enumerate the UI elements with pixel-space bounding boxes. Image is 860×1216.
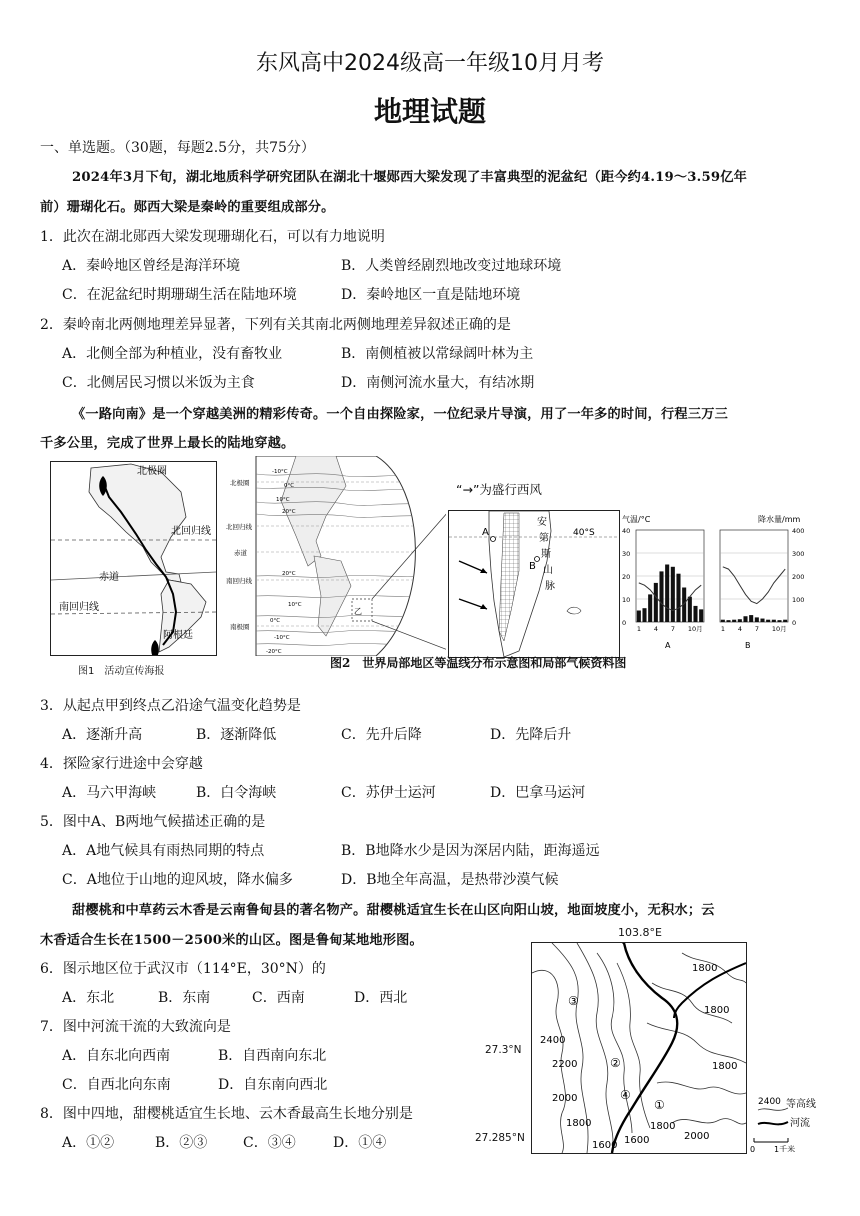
precip-bar-a <box>654 583 658 622</box>
q8-option-b[interactable]: B．②③ <box>155 1135 208 1151</box>
figure2-caption: 图2 世界局部地区等温线分布示意图和局部气候资料图 <box>330 656 627 670</box>
figure1-poster-map <box>50 461 217 656</box>
point-1-label: ① <box>654 1098 665 1112</box>
legend-river-label: 河流 <box>790 1118 810 1129</box>
q5-stem: 5．图中A、B两地气候描述正确的是 <box>40 814 266 830</box>
q6-option-d[interactable]: D．西北 <box>354 990 408 1006</box>
contour-label: 2200 <box>552 1059 578 1070</box>
month-tick-b: 4 <box>737 625 742 633</box>
q3-option-d[interactable]: D．先降后升 <box>490 727 572 743</box>
q1-option-a[interactable]: A．秦岭地区曾经是海洋环境 <box>62 258 241 274</box>
figure2-isotherm-map <box>226 456 446 656</box>
figure1-caption: 图1 活动宣传海报 <box>78 666 165 677</box>
fig1-label-equator: 赤道 <box>99 572 119 583</box>
inset-label-mountain: 安 <box>537 517 547 528</box>
precip-bar-a <box>665 565 669 623</box>
precip-bar-a <box>648 594 652 622</box>
precip-bar-b <box>749 615 753 622</box>
month-tick-b: 7 <box>754 625 759 633</box>
fig2-iso-label: 0°C <box>270 618 281 624</box>
point-2-label: ② <box>610 1056 621 1070</box>
q8-stem: 8．图中四地，甜樱桃适宜生长地、云木香最高生长地分别是 <box>40 1106 413 1122</box>
fig2-iso-label: 20°C <box>282 571 296 577</box>
precip-tick: 0 <box>792 619 797 627</box>
fig2-iso-label: -20°C <box>266 649 282 655</box>
climate-chart-b <box>720 530 788 633</box>
inset-label-mountain: 第 <box>539 533 549 544</box>
q2-option-b[interactable]: B．南侧植被以常绿阔叶林为主 <box>341 346 534 362</box>
precip-bar-b <box>766 620 770 622</box>
fig1-label-arctic: 北极圈 <box>137 466 167 477</box>
end-marker-icon <box>151 640 159 655</box>
precip-bar-a <box>688 597 692 622</box>
q1-option-c[interactable]: C．在泥盆纪时期珊瑚生活在陆地环境 <box>62 287 297 303</box>
temp-axis-label: 气温/°C <box>622 515 651 524</box>
inset-label-mountain: 脉 <box>545 581 555 592</box>
passage2-line1: 《一路向南》是一个穿越美洲的精彩传奇。一个自由探险家，一位纪录片导演，用了一年多的时间，行程三万三 <box>72 407 728 422</box>
fig1-label-tropic-cancer: 北回归线 <box>171 526 211 537</box>
fig2-lat-tropic-s: 南回归线 <box>226 577 252 585</box>
q3-stem: 3．从起点甲到终点乙沿途气温变化趋势是 <box>40 698 301 714</box>
precip-bar-a <box>671 567 675 622</box>
q3-option-b[interactable]: B．逐渐降低 <box>196 727 277 743</box>
precip-bar-b <box>738 619 742 622</box>
fig2-iso-label: -10°C <box>272 469 288 475</box>
fig1-label-argentina: 阿根廷 <box>163 630 193 641</box>
contour-label: 1800 <box>692 963 718 974</box>
fig2-lat-arctic: 北极圈 <box>230 479 250 487</box>
precip-tick: 300 <box>792 550 805 558</box>
contour-label: 1600 <box>592 1140 618 1151</box>
precip-bar-a <box>693 606 697 622</box>
contour-label: 2400 <box>540 1035 566 1046</box>
q2-stem: 2．秦岭南北两侧地理差异显著，下列有关其南北两侧地理差异叙述正确的是 <box>40 317 511 333</box>
temp-tick: 20 <box>622 573 631 581</box>
q6-option-b[interactable]: B．东南 <box>158 990 211 1006</box>
passage3-line2: 木香适合生长在1500－2500米的山区。图是鲁甸某地地形图。 <box>40 933 423 948</box>
fig2-label-yi: 乙 <box>354 607 362 616</box>
topo-lat-top: 27.3°N <box>485 1044 522 1056</box>
precip-bar-b <box>732 620 736 622</box>
q1-option-d[interactable]: D．秦岭地区一直是陆地环境 <box>341 287 521 303</box>
fig2-iso-label: -10°C <box>274 635 290 641</box>
q4-stem: 4．探险家行进途中会穿越 <box>40 756 203 772</box>
inset-label-40s: 40°S <box>573 528 595 538</box>
q7-option-d[interactable]: D．自东南向西北 <box>218 1077 328 1093</box>
q4-option-b[interactable]: B．白令海峡 <box>196 785 277 801</box>
inset-label-mountain: 斯 <box>541 549 551 560</box>
scale-km: 1千米 <box>774 1145 796 1152</box>
legend-contour-value: 2400 <box>758 1097 781 1107</box>
q8-option-c[interactable]: C．③④ <box>243 1135 296 1151</box>
temp-line-b <box>723 567 785 604</box>
contour-label: 2000 <box>684 1131 710 1142</box>
q1-option-b[interactable]: B．人类曾经剧烈地改变过地球环境 <box>341 258 562 274</box>
fig2-iso-label: 10°C <box>276 497 290 503</box>
precip-tick: 100 <box>792 596 805 604</box>
fig2-lat-antarctic: 南极圈 <box>230 623 250 631</box>
contour-label: 1800 <box>650 1121 676 1132</box>
inset-label-a: A <box>482 527 489 538</box>
contour-label: 1800 <box>712 1061 738 1072</box>
precip-bar-b <box>726 620 730 622</box>
precip-bar-a <box>637 611 641 623</box>
fig2-iso-label: 10°C <box>288 602 302 608</box>
precip-bar-b <box>772 620 776 622</box>
passage3-line1: 甜樱桃和中草药云木香是云南鲁甸县的著名物产。甜樱桃适宜生长在山区向阳山坡，地面坡度小，无积水；云 <box>72 903 715 918</box>
q4-option-d[interactable]: D．巴拿马运河 <box>490 785 586 801</box>
climate-chart-a <box>636 530 704 633</box>
precip-bar-a <box>659 571 663 622</box>
inset-note: “→”为盛行西风 <box>456 482 542 497</box>
topo-lon-label: 103.8°E <box>618 926 662 939</box>
contour-label: 1800 <box>704 1005 730 1016</box>
topo-lat-bottom: 27.285°N <box>475 1132 525 1144</box>
precip-bar-a <box>699 609 703 622</box>
figure2-inset-andes <box>448 510 620 658</box>
temp-tick: 0 <box>622 619 627 627</box>
fig2-iso-label: 0°C <box>284 483 295 489</box>
contour-label: 1800 <box>566 1118 592 1129</box>
precip-axis-label: 降水量/mm <box>758 515 801 524</box>
q4-option-c[interactable]: C．苏伊士运河 <box>341 785 436 801</box>
contour-label: 2000 <box>552 1093 578 1104</box>
precip-bar-b <box>755 617 759 622</box>
q5-option-b[interactable]: B．B地降水少是因为深居内陆，距海遥远 <box>341 843 600 859</box>
q7-option-c[interactable]: C．自西北向东南 <box>62 1077 171 1093</box>
q5-option-a[interactable]: A．A地气候具有雨热同期的特点 <box>62 843 265 859</box>
precip-tick: 200 <box>792 573 805 581</box>
q3-option-a[interactable]: A．逐渐升高 <box>62 727 143 743</box>
q3-option-c[interactable]: C．先升后降 <box>341 727 422 743</box>
precip-bar-a <box>642 608 646 622</box>
chart-a-label: A <box>665 641 671 650</box>
legend-river-line <box>758 1122 788 1124</box>
q1-stem: 1．此次在湖北郧西大梁发现珊瑚化石，可以有力地说明 <box>40 229 385 245</box>
precip-tick: 400 <box>792 527 805 535</box>
temp-tick: 10 <box>622 596 631 604</box>
chart-b-label: B <box>745 641 751 650</box>
q7-option-b[interactable]: B．自西南向东北 <box>218 1048 327 1064</box>
q7-stem: 7．图中河流干流的大致流向是 <box>40 1019 231 1035</box>
legend-contour-line <box>758 1108 788 1110</box>
precip-bar-b <box>721 620 725 622</box>
q5-option-c[interactable]: C．A地位于山地的迎风坡，降水偏多 <box>62 872 293 888</box>
precip-bar-a <box>676 574 680 622</box>
passage1-line1: 2024年3月下旬，湖北地质科学研究团队在湖北十堰郧西大梁发现了丰富典型的泥盆纪（距今约4.19～3.59亿年 <box>72 170 747 185</box>
q8-option-a[interactable]: A．①② <box>62 1135 115 1151</box>
inset-label-b: B <box>529 561 536 572</box>
topographic-map <box>531 942 747 1154</box>
month-tick-a: 10月 <box>687 625 703 633</box>
q7-option-a[interactable]: A．自东北向西南 <box>62 1048 171 1064</box>
q2-option-d[interactable]: D．南侧河流水量大，有结冰期 <box>341 375 535 391</box>
q2-option-c[interactable]: C．北侧居民习惯以米饭为主食 <box>62 375 255 391</box>
q6-option-a[interactable]: A．东北 <box>62 990 115 1006</box>
fig2-iso-label: 20°C <box>282 509 296 515</box>
month-tick-b: 10月 <box>771 625 787 633</box>
passage2-line2: 千多公里，完成了世界上最长的陆地穿越。 <box>40 436 295 451</box>
topo-legend <box>748 1092 834 1152</box>
fig2-lat-tropic-n: 北回归线 <box>226 523 252 531</box>
month-tick-a: 7 <box>670 625 675 633</box>
precip-bar-b <box>743 616 747 622</box>
americas-route-map <box>51 462 216 655</box>
point-3-label: ③ <box>568 994 579 1008</box>
section-heading: 一、单选题。（30题，每题2.5分，共75分） <box>40 140 315 156</box>
climate-charts <box>618 508 814 650</box>
precip-bar-b <box>777 620 781 622</box>
temp-tick: 30 <box>622 550 631 558</box>
q4-option-a[interactable]: A．马六甲海峡 <box>62 785 157 801</box>
contour-label: 1600 <box>624 1135 650 1146</box>
temp-tick: 40 <box>622 527 631 535</box>
q6-option-c[interactable]: C．西南 <box>252 990 305 1006</box>
exam-title: 东风高中2024级高一年级10月月考 <box>256 51 604 76</box>
fig1-label-tropic-capricorn: 南回归线 <box>59 602 99 613</box>
month-tick-b: 1 <box>720 625 725 633</box>
q8-option-d[interactable]: D．①④ <box>333 1135 387 1151</box>
legend-contour-label: 等高线 <box>786 1099 816 1110</box>
month-tick-a: 4 <box>653 625 658 633</box>
q5-option-d[interactable]: D．B地全年高温，是热带沙漠气候 <box>341 872 559 888</box>
q6-stem: 6．图示地区位于武汉市（114°E，30°N）的 <box>40 961 326 977</box>
passage1-line2: 前）珊瑚化石。郧西大梁是秦岭的重要组成部分。 <box>40 200 335 215</box>
inset-label-mountain: 山 <box>543 565 553 576</box>
fig2-lat-equator: 赤道 <box>234 549 247 557</box>
precip-bar-b <box>760 619 764 622</box>
q2-option-a[interactable]: A．北侧全部为种植业，没有畜牧业 <box>62 346 283 362</box>
subject-title: 地理试题 <box>373 95 486 128</box>
month-tick-a: 1 <box>636 625 641 633</box>
point-4-label: ④ <box>620 1088 631 1102</box>
scale-zero: 0 <box>750 1145 756 1152</box>
precip-bar-b <box>783 620 787 622</box>
